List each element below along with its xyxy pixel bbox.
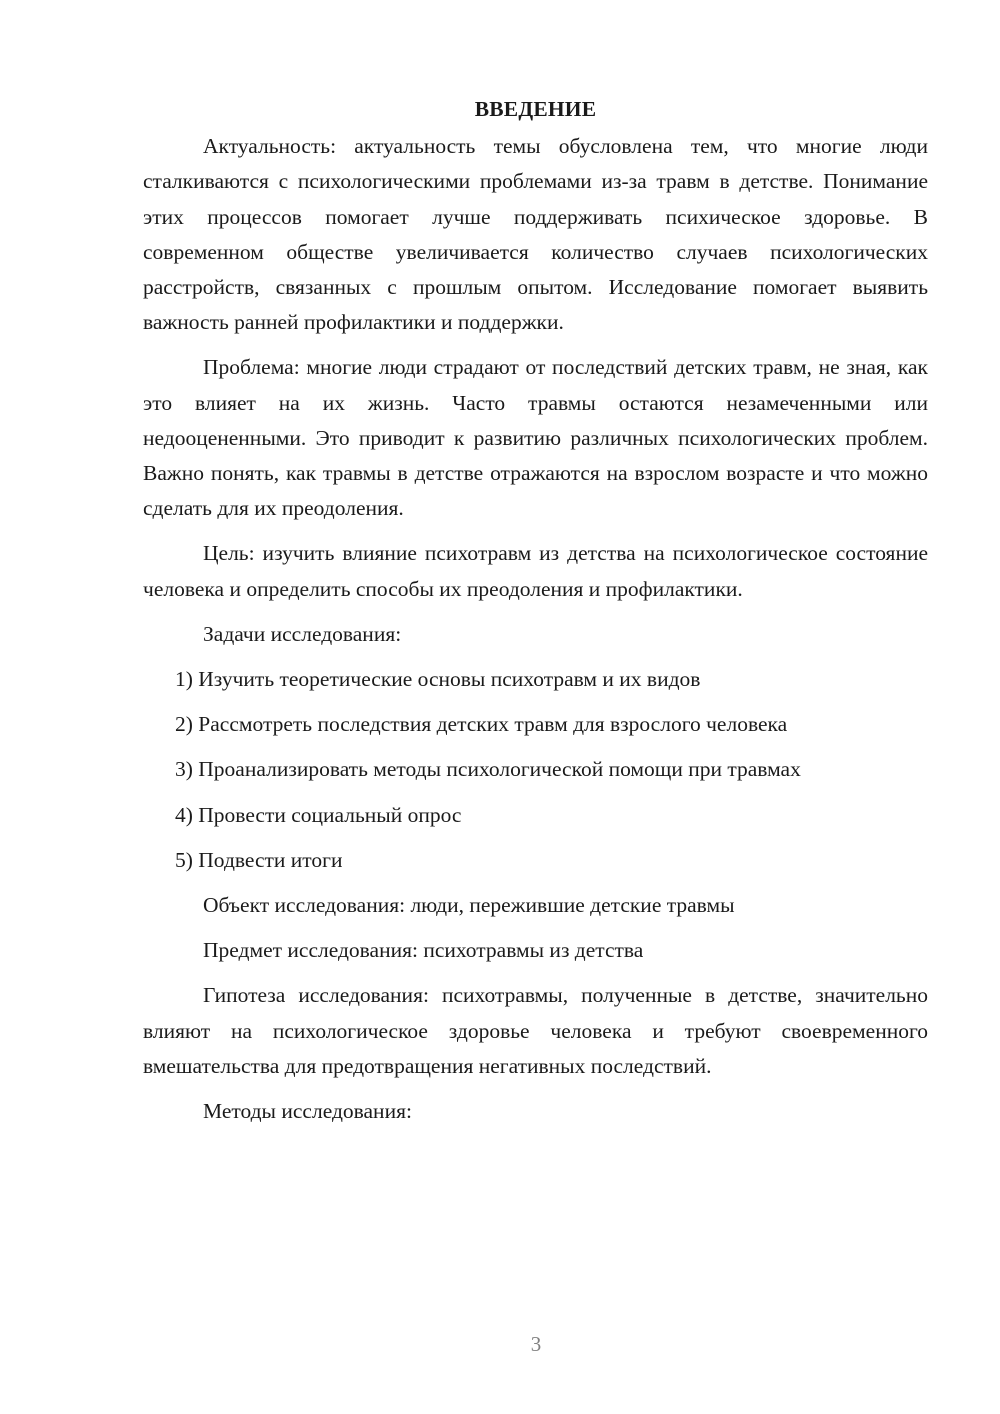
tasks-heading: Задачи исследования: bbox=[203, 621, 402, 646]
problem-paragraph: Проблема: многие люди страдают от последствий детских травм, не зная, как это влияет на их жизнь. Часто травмы остаются незамеченными или недооцененными. Это приводит к развитию различных психологических проблем. Важно понять, как травмы в детстве отражаются на взрослом возрасте и что можно сделать для их преодоления. bbox=[143, 355, 928, 521]
hypothesis-paragraph: Гипотеза исследования: психотравмы, полученные в детстве, значительно влияют на психологическое здоровье человека и требуют своевременного вмешательства для предотвращения негативных последствий. bbox=[143, 983, 928, 1078]
goal-paragraph: Цель: изучить влияние психотравм из детства на психологическое состояние человека и определить способы их преодоления и профилактики. bbox=[143, 541, 928, 601]
task-item: 1) Изучить теоретические основы психотравм и их видов bbox=[175, 667, 701, 692]
task-item: 5) Подвести итоги bbox=[175, 847, 343, 872]
object-line: Объект исследования: люди, пережившие детские травмы bbox=[203, 893, 735, 918]
task-item: 4) Провести социальный опрос bbox=[175, 802, 462, 827]
page-content bbox=[143, 92, 928, 1139]
methods-heading: Методы исследования: bbox=[203, 1099, 412, 1124]
subject-line: Предмет исследования: психотравмы из детства bbox=[203, 938, 644, 963]
task-item: 3) Проанализировать методы психологической помощи при травмах bbox=[175, 757, 801, 782]
page-title: ВВЕДЕНИЕ bbox=[474, 97, 597, 121]
task-item: 2) Рассмотреть последствия детских травм для взрослого человека bbox=[175, 712, 788, 737]
page-number: 3 bbox=[530, 1332, 542, 1356]
relevance-paragraph: Актуальность: актуальность темы обусловлена тем, что многие люди сталкиваются с психологическими проблемами из-за травм в детстве. Понимание этих процессов помогает лучше поддерживать психическое здоровье. В современном обществе увеличивается количество случаев психологических расстройств, связанных с прошлым опытом. Исследование помогает выявить важность ранней профилактики и поддержки. bbox=[143, 134, 928, 335]
